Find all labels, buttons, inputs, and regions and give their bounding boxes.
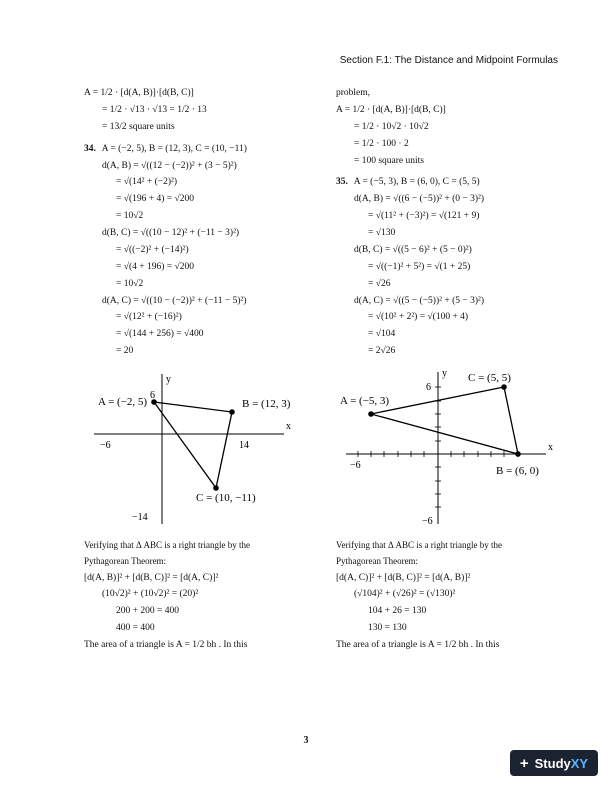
point-c bbox=[501, 384, 507, 390]
point-b-label: B = (6, 0) bbox=[496, 465, 539, 477]
distance-ab-result: = √130 bbox=[368, 228, 396, 238]
brand-name: StudyXY bbox=[534, 755, 589, 771]
distance-bc-step: = √(4 + 196) = √200 bbox=[116, 261, 194, 272]
area-step-line: = 1/2 · 10√2 · 10√2 bbox=[354, 121, 429, 132]
distance-ab-line: d(A, B) = √((12 − (−2))² + (3 − 5)²) bbox=[102, 160, 237, 171]
verify-text: Verifying that Δ ABC is a right triangle by the bbox=[84, 540, 251, 550]
distance-ac-line: d(A, C) = √((10 − (−2))² + (−11 − 5)²) bbox=[102, 295, 247, 306]
section-header: Section F.1: The Distance and Midpoint Formulas bbox=[339, 55, 558, 66]
pythagorean-step: (√104)² + (√26)² = (√130)² bbox=[354, 589, 456, 600]
point-c-label: C = (10, −11) bbox=[196, 492, 256, 504]
point-b bbox=[515, 451, 521, 457]
point-c bbox=[213, 485, 219, 491]
pythagorean-step: 200 + 200 = 400 bbox=[116, 606, 179, 617]
point-a-label: A = (−5, 3) bbox=[340, 395, 390, 407]
distance-ac-step: = √(144 + 256) = √400 bbox=[116, 329, 204, 340]
tick-y-top: 6 bbox=[426, 382, 431, 393]
pythagorean-step: 104 + 26 = 130 bbox=[368, 606, 427, 617]
problem-number: 34. bbox=[84, 143, 96, 154]
problem-points: A = (−5, 3), B = (6, 0), C = (5, 5) bbox=[353, 177, 480, 188]
distance-ab-step: = √(14² + (−2)²) bbox=[116, 177, 178, 188]
x-axis-label: x bbox=[286, 421, 291, 432]
studyxy-badge[interactable] bbox=[510, 750, 598, 776]
area-result-line: = 100 square units bbox=[354, 155, 425, 166]
area-result-line: = 13/2 square units bbox=[102, 121, 175, 132]
point-c-label: C = (5, 5) bbox=[468, 372, 511, 384]
distance-bc-result: = √26 bbox=[368, 278, 391, 289]
left-column bbox=[84, 88, 334, 657]
distance-ab-result: = 10√2 bbox=[116, 211, 144, 222]
point-a bbox=[368, 411, 374, 417]
triangle-graph-34 bbox=[84, 364, 324, 534]
verify-text: Verifying that Δ ABC is a right triangle by the bbox=[336, 540, 503, 550]
distance-ab-step: = √(196 + 4) = √200 bbox=[116, 194, 194, 205]
triangle bbox=[371, 387, 518, 454]
distance-ac-result: = 20 bbox=[116, 346, 134, 357]
distance-ac-step: = √(12² + (−16)²) bbox=[116, 312, 182, 323]
distance-bc-line: d(B, C) = √((10 − 12)² + (−11 − 3)²) bbox=[102, 228, 240, 238]
area-text: The area of a triangle is A = 1/2 bh . In this bbox=[336, 640, 500, 650]
area-text: The area of a triangle is A = 1/2 bh . In this bbox=[84, 640, 248, 650]
pythagorean-result: 400 = 400 bbox=[116, 623, 155, 634]
problem-35-heading bbox=[336, 177, 586, 189]
distance-bc-step: = √((−1)² + 5²) = √(1 + 25) bbox=[368, 261, 471, 272]
y-axis-label: y bbox=[166, 374, 171, 385]
page-number: 3 bbox=[303, 735, 309, 746]
distance-ab-step: = √(11² + (−3)²) = √(121 + 9) bbox=[368, 211, 480, 222]
tick-x-right: 14 bbox=[239, 440, 249, 451]
pythagorean-equation: [d(A, B)]² + [d(B, C)]² = [d(A, C)]² bbox=[84, 572, 219, 583]
triangle bbox=[154, 402, 232, 488]
area-formula-line: A = 1/2 · [d(A, B)]·[d(B, C)] bbox=[84, 88, 194, 98]
pythagorean-step: (10√2)² + (10√2)² = (20)² bbox=[102, 589, 199, 600]
distance-bc-result: = 10√2 bbox=[116, 278, 144, 289]
point-a-label: A = (−2, 5) bbox=[98, 396, 148, 408]
area-formula-line: A = 1/2 · [d(A, B)]·[d(B, C)] bbox=[336, 104, 446, 115]
verify-text: Pythagorean Theorem: bbox=[336, 556, 419, 567]
distance-ab-line: d(A, B) = √((6 − (−5))² + (0 − 3)²) bbox=[354, 194, 485, 205]
distance-ac-line: d(A, C) = √((5 − (−5))² + (5 − 3)²) bbox=[354, 295, 485, 306]
distance-ac-step: = √(10² + 2²) = √(100 + 4) bbox=[368, 312, 469, 323]
distance-ac-step: = √104 bbox=[368, 329, 396, 340]
problem-points: A = (−2, 5), B = (12, 3), C = (10, −11) bbox=[101, 143, 247, 154]
verify-text: Pythagorean Theorem: bbox=[84, 556, 167, 567]
x-axis-label: x bbox=[548, 442, 553, 453]
problem-34-heading bbox=[84, 144, 334, 156]
area-step-line: = 1/2 · 100 · 2 bbox=[354, 138, 409, 149]
distance-ac-result: = 2√26 bbox=[368, 346, 396, 357]
triangle-graph-35 bbox=[336, 364, 576, 534]
tick-y-top: 6 bbox=[150, 390, 155, 401]
problem-number: 35. bbox=[336, 177, 348, 188]
tick-y-bottom: −14 bbox=[132, 512, 148, 523]
tick-x-left: −6 bbox=[100, 440, 111, 451]
pythagorean-equation: [d(A, C)]² + [d(B, C)]² = [d(A, B)]² bbox=[336, 572, 471, 583]
point-b bbox=[229, 409, 235, 415]
pythagorean-result: 130 = 130 bbox=[368, 623, 407, 634]
tick-x-left: −6 bbox=[350, 460, 361, 471]
right-column bbox=[336, 88, 586, 657]
tick-y-bottom: −6 bbox=[422, 516, 433, 527]
plus-icon: + bbox=[519, 754, 529, 772]
problem-continuation: problem, bbox=[336, 88, 371, 98]
distance-bc-line: d(B, C) = √((5 − 6)² + (5 − 0)²) bbox=[354, 244, 472, 255]
y-axis-label: y bbox=[442, 368, 447, 379]
area-step-line: = 1/2 · √13 · √13 = 1/2 · 13 bbox=[102, 104, 207, 115]
distance-bc-step: = √((−2)² + (−14)²) bbox=[116, 244, 189, 255]
point-b-label: B = (12, 3) bbox=[242, 398, 291, 410]
